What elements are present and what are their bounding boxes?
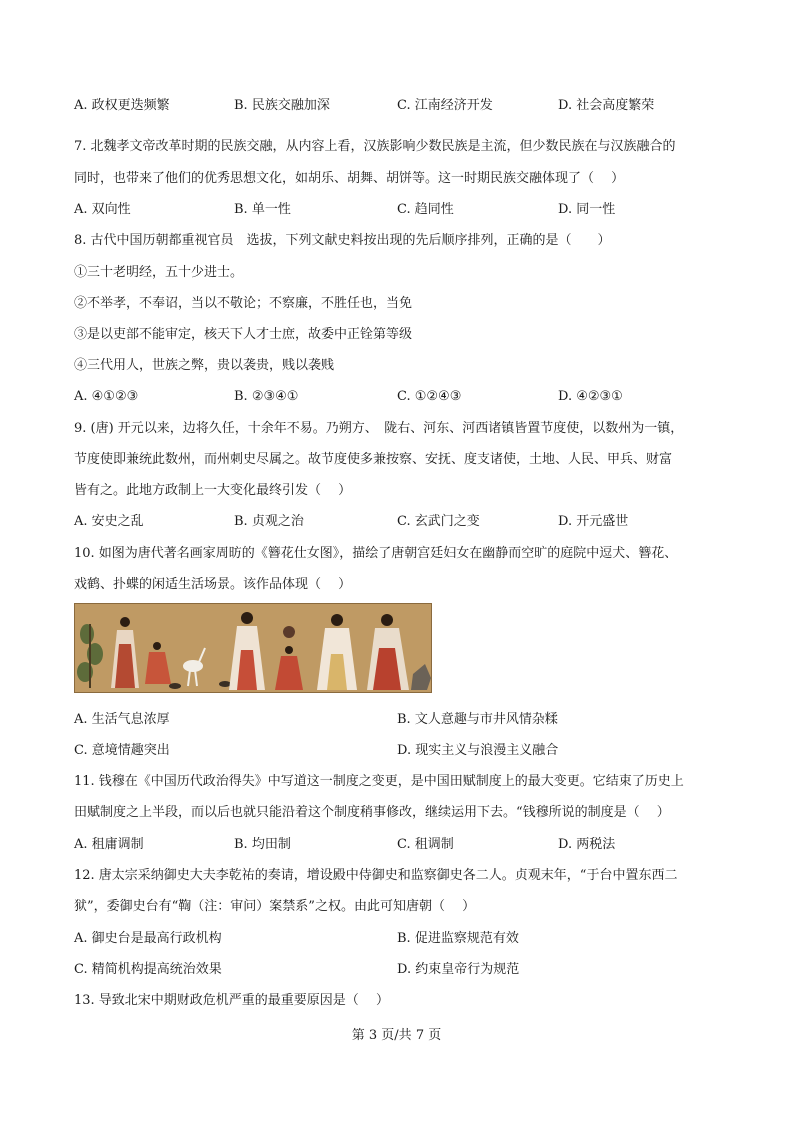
q10-option-c: C. 意境情趣突出 — [74, 743, 170, 758]
q8-option-b: B. ②③④① — [234, 389, 299, 404]
q9-option-d: D. 开元盛世 — [558, 514, 629, 529]
q8-option-d: D. ④②③① — [558, 389, 623, 404]
q8-option-a: A. ④①②③ — [74, 389, 139, 404]
q10-option-b: B. 文人意趣与市井风情杂糅 — [397, 712, 558, 727]
q8-source-2: ②不举孝，不奉诏，当以不敬论；不察廉，不胜任也，当免 — [74, 296, 413, 311]
q12-option-d: D. 约束皇帝行为规范 — [397, 962, 520, 977]
q7-stem-line-1: 7. 北魏孝文帝改革时期的民族交融，从内容上看，汉族影响少数民族是主流，但少数民族在与汉族融合的 — [74, 139, 676, 154]
q9-option-a: A. 安史之乱 — [74, 514, 144, 529]
q8-source-4: ④三代用人，世族之弊，贵以袭贵，贱以袭贱 — [74, 358, 335, 373]
q9-stem-line-1: 9. (唐) 开元以来，边将久任，十余年不易。乃朔方、 陇右、河东、河西诸镇皆置节度使，以数州为一镇， — [74, 421, 684, 436]
q8-source-3: ③是以吏部不能审定，核天下人才士庶，故委中正铨第等级 — [74, 327, 413, 342]
q9-option-c: C. 玄武门之变 — [397, 514, 480, 529]
q7-option-a: A. 双向性 — [74, 202, 131, 217]
q9-stem-line-3: 皆有之。此地方政制上一大变化最终引发（ ） — [74, 483, 352, 498]
q12-option-a: A. 御史台是最高行政机构 — [74, 931, 222, 946]
q10-option-a: A. 生活气息浓厚 — [74, 712, 170, 727]
q7-option-b: B. 单一性 — [234, 202, 291, 217]
q12-stem-line-1: 12. 唐太宗采纳御史大夫李乾祐的奏请，增设殿中侍御史和监察御史各二人。贞观末年，“于台中置东西二 — [74, 868, 678, 883]
q11-option-a: A. 租庸调制 — [74, 837, 144, 852]
painting-image — [74, 603, 432, 693]
q7-stem-line-2: 同时，也带来了他们的优秀思想文化，如胡乐、胡舞、胡饼等。这一时期民族交融体现了（ ） — [74, 171, 625, 186]
q10-stem-line-1: 10. 如图为唐代著名画家周昉的《簪花仕女图》，描绘了唐朝宫廷妇女在幽静而空旷的庭院中逗犬、簪花、 — [74, 546, 678, 561]
q9-stem-line-2: 节度使即兼统此数州，而州刺史尽属之。故节度使多兼按察、安抚、度支诸使，土地、人民、甲兵、财富 — [74, 452, 673, 467]
painting-illustration — [75, 604, 431, 692]
q9-option-b: B. 贞观之治 — [234, 514, 304, 529]
q11-option-c: C. 租调制 — [397, 837, 454, 852]
q8-option-c: C. ①②④③ — [397, 389, 462, 404]
q8-stem: 8. 古代中国历朝都重视官员 选拔，下列文献史料按出现的先后顺序排列，正确的是（ ） — [74, 233, 611, 248]
q13-stem: 13. 导致北宋中期财政危机严重的最重要原因是（ ） — [74, 993, 389, 1008]
q11-option-d: D. 两税法 — [558, 837, 616, 852]
q6-option-a: A. 政权更迭频繁 — [74, 98, 170, 113]
q7-option-c: C. 趋同性 — [397, 202, 454, 217]
q7-option-d: D. 同一性 — [558, 202, 616, 217]
q11-stem-line-1: 11. 钱穆在《中国历代政治得失》中写道这一制度之变更，是中国田赋制度上的最大变更。它结束了历史上 — [74, 774, 684, 789]
q10-option-d: D. 现实主义与浪漫主义融合 — [397, 743, 559, 758]
q12-option-c: C. 精简机构提高统治效果 — [74, 962, 222, 977]
q11-option-b: B. 均田制 — [234, 837, 291, 852]
q8-source-1: ①三十老明经，五十少进士。 — [74, 265, 244, 280]
q10-stem-line-2: 戏鹤、扑蝶的闲适生活场景。该作品体现（ ） — [74, 577, 352, 592]
q11-stem-line-2: 田赋制度之上半段，而以后也就只能沿着这个制度稍事修改，继续运用下去。“钱穆所说的制度是（ ） — [74, 805, 670, 820]
q12-stem-line-2: 狱”，委御史台有“鞫（注：审问）案禁系”之权。由此可知唐朝（ ） — [74, 899, 476, 914]
q12-option-b: B. 促进监察规范有效 — [397, 931, 519, 946]
page-footer: 第 3 页/共 7 页 — [351, 1028, 442, 1043]
q6-option-d: D. 社会高度繁荣 — [558, 98, 655, 113]
q6-option-b: B. 民族交融加深 — [234, 98, 330, 113]
q6-option-c: C. 江南经济开发 — [397, 98, 493, 113]
